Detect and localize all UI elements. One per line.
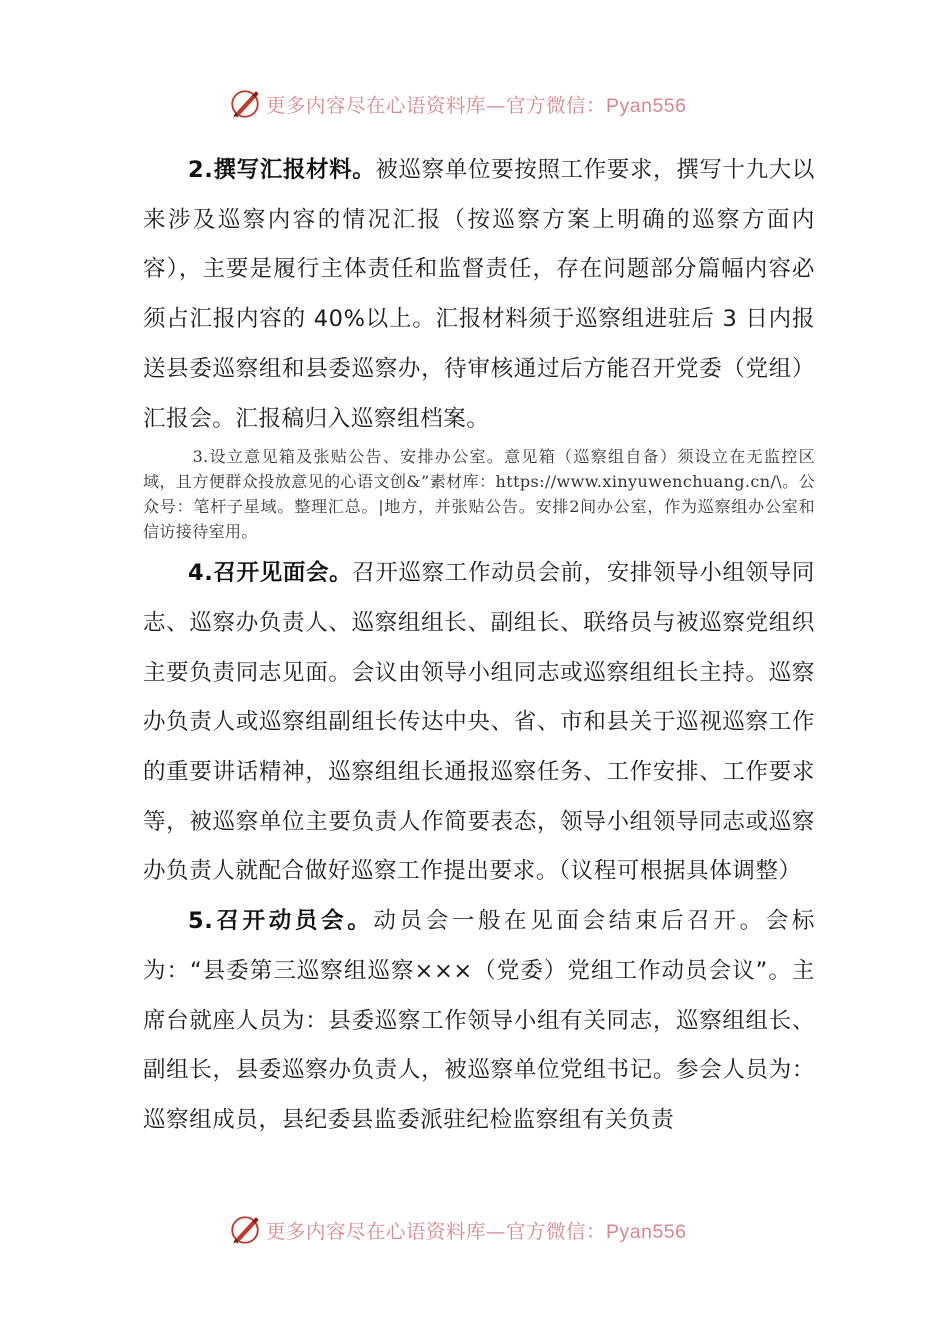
pen-logo-icon: [228, 1213, 262, 1247]
watermark-text: 更多内容尽在心语资料库—官方微信：Pyan556: [266, 94, 687, 117]
watermark-banner-top: [228, 82, 748, 126]
wechat-id: Pyan556: [606, 1221, 687, 1243]
paragraph-2-body: 被巡察单位要按照工作要求，撰写十九大以来涉及巡察内容的情况汇报（按巡察方案上明确的巡察方面内容），主要是履行主体责任和监督责任，存在问题部分篇幅内容必须占汇报内容的 40%以上。汇报材料须于巡察组进驻后 3 日内报送县委巡察组和县委巡察办，待审核通过后方能召开党委（党组）汇报会。汇报稿归入巡察组档案。: [143, 157, 815, 432]
document-body: [143, 146, 815, 1146]
paragraph-4-body: 召开巡察工作动员会前，安排领导小组领导同志、巡察办负责人、巡察组组长、副组长、联络员与被巡察党组织主要负责同志见面。会议由领导小组同志或巡察组组长主持。巡察办负责人或巡察组副组长传达中央、省、市和县关于巡视巡察工作的重要讲话精神，巡察组组长通报巡察任务、工作安排、工作要求等，被巡察单位主要负责人作简要表态，领导小组领导同志或巡察办负责人就配合做好巡察工作提出要求。（议程可根据具体调整）: [143, 560, 815, 885]
paragraph-2-heading: 2.撰写汇报材料。: [188, 157, 376, 183]
paragraph-4: [143, 549, 815, 897]
paragraph-3: 3.设立意见箱及张贴公告、安排办公室。意见箱（巡察组自备）须设立在无监控区域，且方便群众投放意见的心语文创&”素材库：https://www.xinyuwenchuang.cn/\。公众号：笔杆子星域。整理汇总。|地方，并张贴公告。安排2间办公室，作为巡察组办公室和信访接待室用。: [143, 447, 815, 542]
paragraph-2: [143, 146, 815, 444]
pen-logo-icon: [228, 87, 262, 121]
paragraph-4-heading: 4.召开见面会。: [188, 560, 353, 587]
watermark-text: 更多内容尽在心语资料库—官方微信：Pyan556: [266, 1220, 687, 1243]
wechat-id: Pyan556: [606, 95, 687, 117]
paragraph-5: [143, 897, 815, 1146]
paragraph-5-heading: 5.召开动员会。: [188, 908, 374, 935]
watermark-banner-bottom: [228, 1208, 748, 1252]
paragraph-5-body: 动员会一般在见面会结束后召开。会标为：“县委第三巡察组巡察×××（党委）党组工作动员会议”。主席台就座人员为：县委巡察工作领导小组有关同志，巡察组组长、副组长，县委巡察办负责人，被巡察单位党组书记。参会人员为：巡察组成员，县纪委县监委派驻纪检监察组有关负责: [143, 908, 815, 1133]
